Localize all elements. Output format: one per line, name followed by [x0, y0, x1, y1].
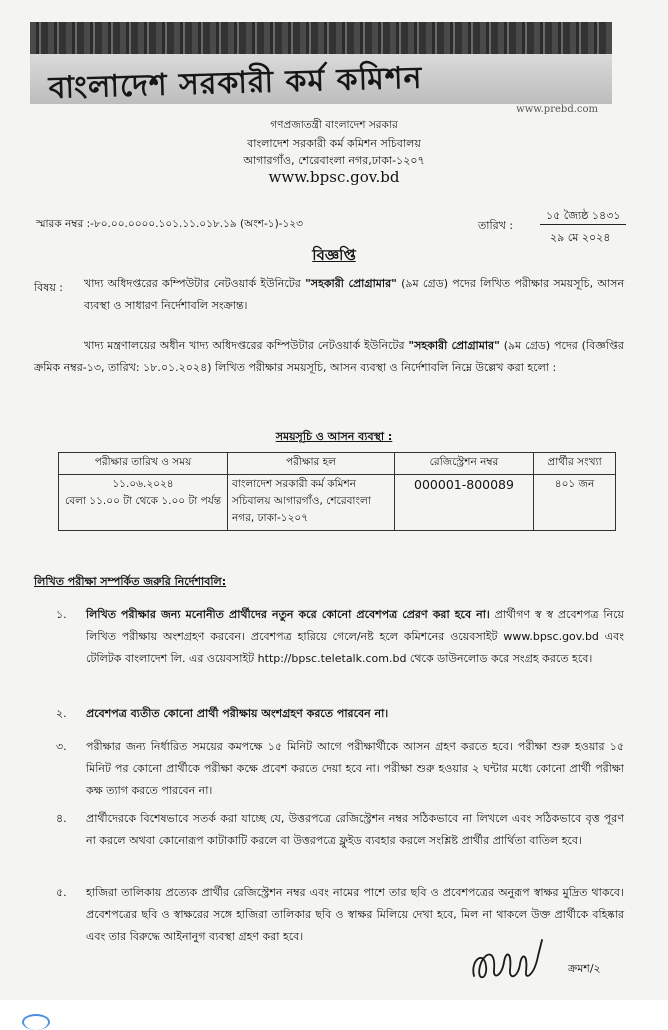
date-english: ২৯ মে ২০২৪	[550, 231, 611, 244]
date-bangla: ১৫ জ্যৈষ্ঠ ১৪৩১	[546, 209, 621, 222]
item-bold-text: লিখিত পরীক্ষার জন্য মনোনীত প্রার্থীদের নতুন করে কোনো প্রবেশপত্র প্রেরণ করা হবে না।	[86, 608, 490, 621]
banner-watermark-url: www.prebd.com	[516, 104, 598, 115]
header-candidates: প্রার্থীর সংখ্যা	[534, 453, 616, 475]
banner-title: বাংলাদেশ সরকারী কর্ম কমিশন	[48, 60, 423, 106]
exam-hall: বাংলাদেশ সরকারী কর্ম কমিশন সচিবালয় আগারগাঁও, শেরেবাংলা নগর, ঢাকা-১২০৭	[228, 475, 395, 531]
exam-time: বেলা ১১.০০ টা থেকে ১.০০ টা পর্যন্ত	[65, 495, 221, 507]
instruction-item-1	[56, 604, 624, 670]
item-number: ২.	[56, 707, 67, 720]
item-number: ৫.	[56, 886, 67, 899]
date-label: তারিখ :	[478, 219, 514, 232]
subject-label: বিষয় :	[34, 281, 64, 294]
header-government: গণপ্রজাতন্ত্রী বাংলাদেশ সরকার	[270, 119, 398, 131]
intro-post: "সহকারী প্রোগ্রামার"	[408, 339, 500, 352]
item-text: পরীক্ষার জন্য নির্ধারিত সময়ের কমপক্ষে ১৫ মিনিট আগে পরীক্ষার্থীকে আসন গ্রহণ করতে হবে। পরীক্ষা শুরু হওয়ার ১৫ মিনিট পর কোনো প্রার্থীকে পরীক্ষা কক্ষে প্রবেশ করতে দেয়া হবে না। পরীক্ষা শুরু হওয়ার ২ ঘন্টার মধ্যে কোনো প্রার্থী পরীক্ষা কক্ষ ত্যাগ করতে পারবেন না।	[86, 740, 624, 797]
item-text: প্রার্থীগণ স্ব স্ব প্রবেশপত্র নিয়ে লিখিত পরীক্ষায় অংশগ্রহণ করবেন। প্রবেশপত্র হারিয়ে গেলে/নষ্ট হলে কমিশনের ওয়েবসাইট www.bpsc.gov.bd এবং টেলিটক বাংলাদেশ লি. এর ওয়েবসাইট http://bpsc.teletalk.com.bd থেকে ডাউনলোড করে সংগ্রহ করতে হবে।	[86, 608, 625, 665]
notice-title: বিজ্ঞপ্তি	[312, 246, 356, 264]
item-text: প্রার্থীদেরকে বিশেষভাবে সতর্ক করা যাচ্ছে যে, উত্তরপত্রে রেজিস্ট্রেশন নম্বর সঠিকভাবে না লিখলে এবং সঠিকভাবে বৃত্ত পূরণ না করলে অথবা কোনোরূপ কাটাকাটি করলে বা উত্তরপত্রে ফ্লুইড ব্যবহার করলে সংশ্লিষ্ট প্রার্থীর প্রার্থিতা বাতিল হবে।	[86, 812, 624, 847]
subject-post: "সহকারী প্রোগ্রামার"	[305, 277, 397, 290]
header-exam-hall: পরীক্ষার হল	[228, 453, 395, 475]
building-facade	[30, 22, 612, 54]
subject-text	[84, 273, 624, 317]
date-divider	[540, 224, 626, 225]
exam-date: ১১.০৬.২০২৪	[112, 478, 174, 490]
item-number: ৪.	[56, 812, 67, 825]
instructions-title: লিখিত পরীক্ষা সম্পর্কিত জরুরি নির্দেশাবলি:	[34, 575, 227, 588]
header-website[interactable]: www.bpsc.gov.bd	[268, 168, 400, 186]
header-secretariat: বাংলাদেশ সরকারী কর্ম কমিশন সচিবালয়	[247, 137, 421, 150]
subject-text-after: (৯ম গ্রেড) পদের লিখিত পরীক্ষার সময়সূচি, আসন ব্যবস্থা ও সাধারণ নির্দেশাবলি সংক্রান্ত।	[84, 277, 625, 312]
item-text: হাজিরা তালিকায় প্রত্যেক প্রার্থীর রেজিস্ট্রেশন নম্বর এবং নামের পাশে তার ছবি ও প্রবেশপত্রের অনুরূপ স্বাক্ষর মুদ্রিত থাকবে। প্রবেশপত্রের ছবি ও স্বাক্ষরের সঙ্গে হাজিরা তালিকার ছবি ও স্বাক্ষর মিলিয়ে দেখা হবে, মিল না থাকলে উক্ত প্রার্থীকে বহিষ্কার এবং তার বিরুদ্ধে আইনানুগ ব্যবস্থা গ্রহণ করা হবে।	[86, 886, 624, 943]
intro-text-before: খাদ্য মন্ত্রণালয়ের অধীন খাদ্য অধিদপ্তরের কম্পিউটার নেটওয়ার্ক ইউনিটের	[84, 339, 409, 352]
table-row	[59, 475, 616, 531]
subject-text-before: খাদ্য অধিদপ্তরের কম্পিউটার নেটওয়ার্ক ইউনিটের	[84, 277, 306, 290]
header-exam-date: পরীক্ষার তারিখ ও সময়	[59, 453, 228, 475]
cell-date-time	[59, 475, 228, 531]
handwritten-signature	[468, 936, 550, 986]
instruction-item-2	[56, 703, 624, 725]
schedule-title: সময়সূচি ও আসন ব্যবস্থা :	[275, 430, 393, 443]
registration-range: 000001-800089	[395, 475, 534, 531]
instruction-item-3	[56, 736, 624, 802]
bpsc-building-banner	[30, 22, 612, 115]
continuation-mark: ক্রমশ/২	[568, 962, 601, 975]
item-bold-text: প্রবেশপত্র ব্যতীত কোনো প্রার্থী পরীক্ষায় অংশগ্রহণ করতে পারবেন না।	[86, 707, 389, 720]
schedule-table	[58, 452, 616, 531]
candidate-count: ৪০১ জন	[534, 475, 616, 531]
item-number: ৩.	[56, 740, 67, 753]
schedule-header-row	[59, 453, 616, 475]
memo-number: স্মারক নম্বর :-৮০.০০.০০০০.১০১.১১.০১৮.১৯ (অংশ-১)-১২৩	[36, 218, 303, 230]
header-registration: রেজিস্ট্রেশন নম্বর	[395, 453, 534, 475]
header-address: আগারগাঁও, শেরেবাংলা নগর,ঢাকা-১২০৭	[243, 154, 425, 167]
intro-paragraph	[34, 335, 624, 379]
instruction-item-4	[56, 808, 624, 852]
scroll-indicator-icon	[22, 1014, 50, 1030]
intro-text-after: (৯ম গ্রেড) পদের (বিজ্ঞপ্তির ক্রমিক নম্বর-১৩, তারিখ: ১৮.০১.২০২৪) লিখিত পরীক্ষার সময়সূচি, আসন ব্যবস্থা ও নির্দেশাবলি নিম্নে উল্লেখ করা হলো :	[34, 339, 624, 374]
item-number: ১.	[56, 608, 67, 621]
